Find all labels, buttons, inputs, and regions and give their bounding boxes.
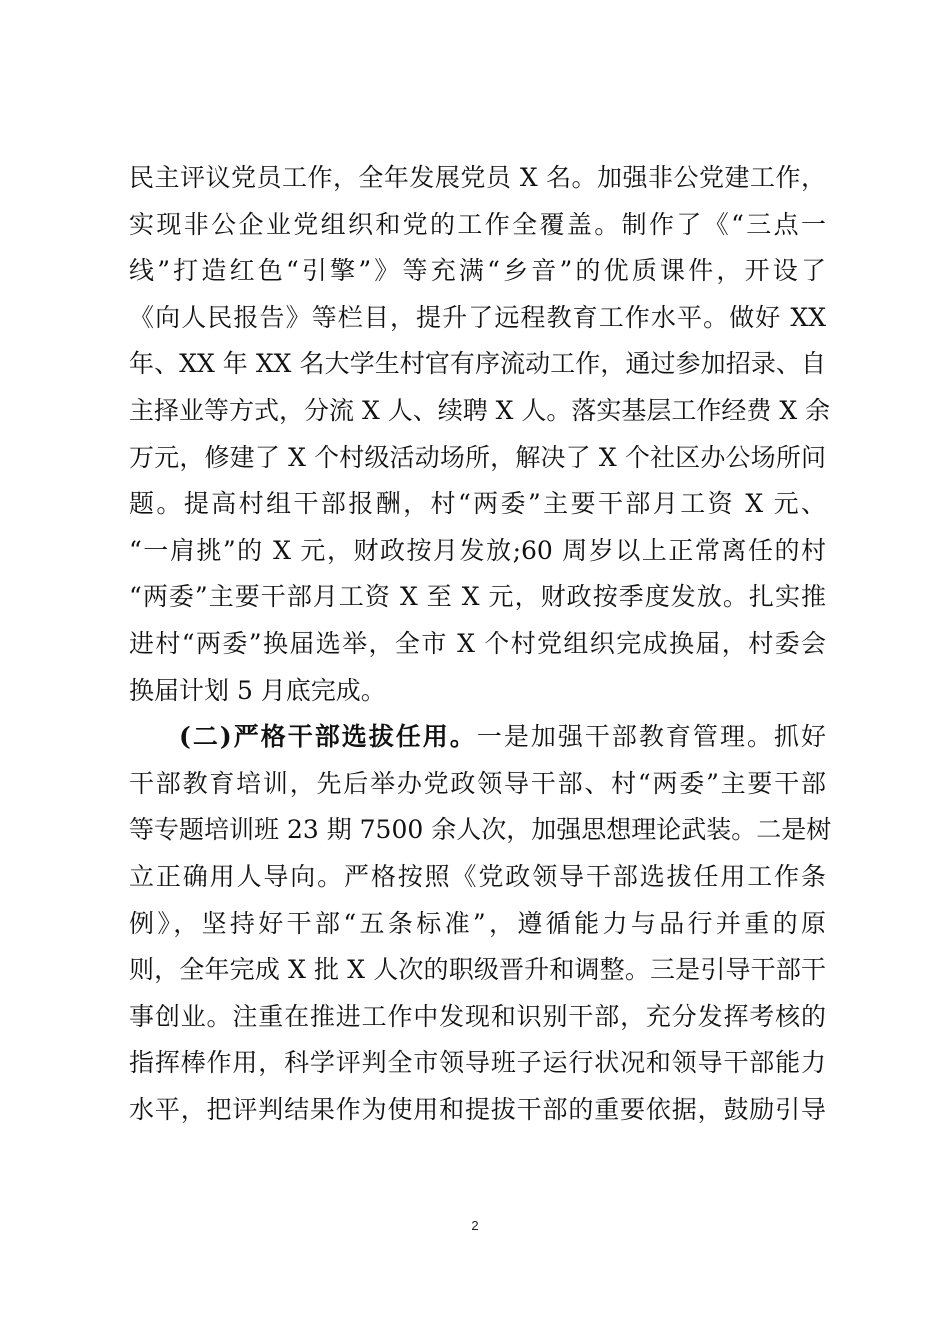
text-line: 主择业等方式，分流 X 人、续聘 X 人。落实基层工作经费 X 余 <box>129 395 831 425</box>
text-line: 水平，把评判结果作为使用和提拔干部的重要依据，鼓励引导 <box>129 1094 826 1124</box>
text-line: 等专题培训班 23 期 7500 余人次，加强思想理论武装。二是树 <box>129 815 832 845</box>
text-line: 线”打造红色“引擎”》等充满“乡音”的优质课件，开设了 <box>129 256 826 286</box>
text-line: 换届计划 5 月底完成。 <box>129 675 386 705</box>
text-line: 指挥棒作用，科学评判全市领导班子运行状况和领导干部能力 <box>129 1048 826 1078</box>
text-line: 立正确用人导向。严格按照《党政领导干部选拔任用工作条 <box>129 861 826 891</box>
text-line: 则，全年完成 X 批 X 人次的职级晋升和调整。三是引导干部干 <box>129 955 826 985</box>
text-line: 实现非公企业党组织和党的工作全覆盖。制作了《“三点一 <box>129 209 826 239</box>
page-number: 2 <box>471 1218 479 1233</box>
text-line: 干部教育培训，先后举办党政领导干部、村“两委”主要干部 <box>129 768 826 798</box>
section-heading-line <box>129 714 826 761</box>
text-line: 事创业。注重在推进工作中发现和识别干部，充分发挥考核的 <box>129 1001 826 1031</box>
text-segment: 一是加强干部教育管理。抓好 <box>476 722 826 752</box>
text-line: 进村“两委”换届选举，全市 X 个村党组织完成换届，村委会 <box>129 628 826 658</box>
text-line: “两委”主要干部月工资 X 至 X 元，财政按季度发放。扎实推 <box>129 582 826 612</box>
text-line: 题。提高村组干部报酬，村“两委”主要干部月工资 X 元、 <box>129 489 826 519</box>
text-line: 《向人民报告》等栏目，提升了远程教育工作水平。做好 XX <box>129 302 826 332</box>
text-line: 万元，修建了 X 个村级活动场所，解决了 X 个社区办公场所问 <box>129 442 826 472</box>
text-line: 民主评议党员工作，全年发展党员 X 名。加强非公党建工作， <box>129 163 826 192</box>
section-heading: (二)严格干部选拔任用。 <box>179 722 477 752</box>
text-line: 例》，坚持好干部“五条标准”，遵循能力与品行并重的原 <box>129 908 826 938</box>
text-line: 年、XX 年 XX 名大学生村官有序流动工作，通过参加招录、自 <box>129 349 826 379</box>
body-text <box>129 155 832 1133</box>
text-line: “一肩挑”的 X 元，财政按月发放;60 周岁以上正常离任的村 <box>129 535 826 565</box>
